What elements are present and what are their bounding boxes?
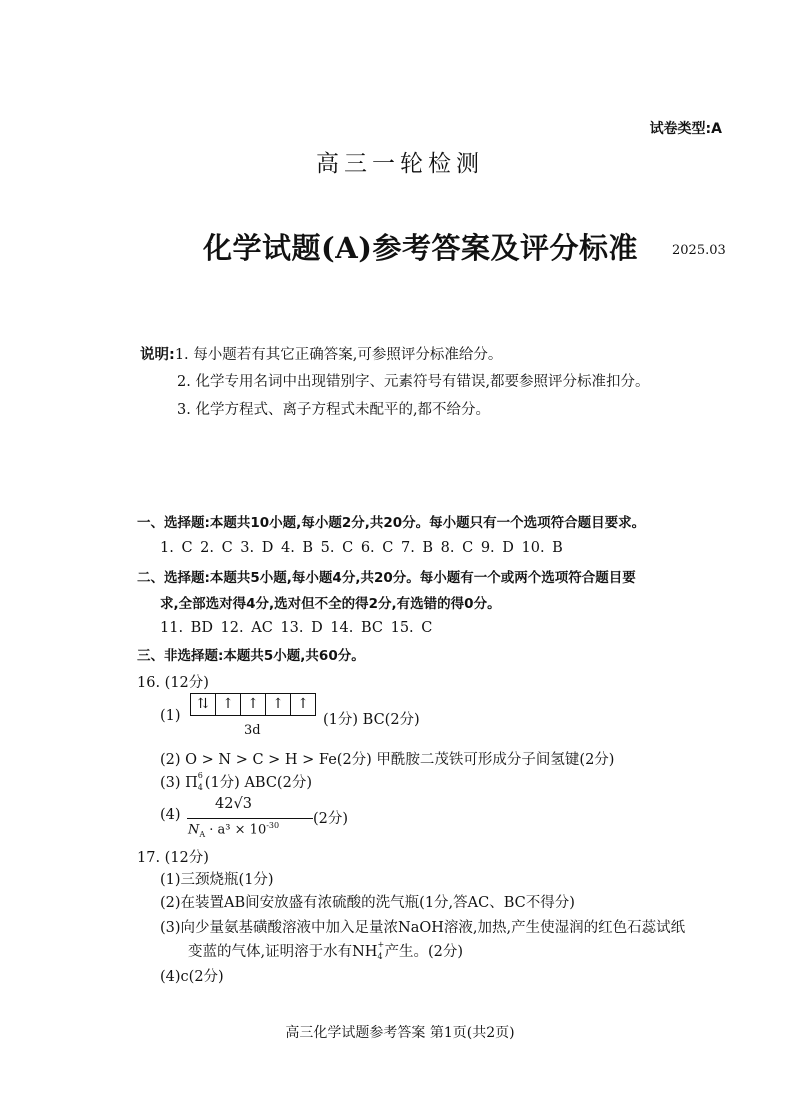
orbital-cell: ⇅ xyxy=(191,694,216,715)
q16-part1-label: (1) xyxy=(160,708,181,724)
notes-item-2: 2. 化学专用名词中出现错别字、元素符号有错误,都要参照评分标准扣分。 xyxy=(177,374,650,390)
q16-part3: (3) Π 6 4 (1分) ABC(2分) xyxy=(160,771,312,792)
section2-heading-line2: 求,全部选对得4分,选对但不全的得2分,有选错的得0分。 xyxy=(160,596,501,612)
orbital-cell: ↑ xyxy=(266,694,291,715)
q16-part4-label: (4) xyxy=(160,807,181,823)
q16-part1-score: (1分) BC(2分) xyxy=(323,712,420,728)
q17-part4: (4)c(2分) xyxy=(160,969,224,985)
document-title: 化学试题(A)参考答案及评分标准 xyxy=(203,231,638,265)
orbital-cell: ↑ xyxy=(216,694,241,715)
document-date: 2025.03 xyxy=(672,243,726,258)
q17-header: 17. (12分) xyxy=(137,850,209,866)
q17-part2: (2)在装置AB间安放盛有浓硫酸的洗气瓶(1分,答AC、BC不得分) xyxy=(160,895,575,911)
orbital-cell: ↑ xyxy=(241,694,266,715)
exam-subtitle: 高三一轮检测 xyxy=(316,151,484,177)
orbital-diagram xyxy=(190,693,316,716)
section3-heading: 三、非选择题:本题共5小题,共60分。 xyxy=(137,648,365,664)
fraction-bar xyxy=(187,818,313,819)
section2-answers: 11. BD 12. AC 13. D 14. BC 15. C xyxy=(160,620,433,636)
notes-label: 说明: xyxy=(140,347,175,363)
notes-item-1: 说明:1. 每小题若有其它正确答案,可参照评分标准给分。 xyxy=(140,347,503,363)
section2-heading-line1: 二、选择题:本题共5小题,每小题4分,共20分。每小题有一个或两个选项符合题目要 xyxy=(137,570,636,586)
q16-header: 16. (12分) xyxy=(137,675,209,691)
page-footer: 高三化学试题参考答案 第1页(共2页) xyxy=(285,1025,515,1041)
q17-part3-line2: 变蓝的气体,证明溶于水有NH + 4 产生。(2分) xyxy=(188,940,463,961)
section1-heading: 一、选择题:本题共10小题,每小题2分,共20分。每小题只有一个选项符合题目要求。 xyxy=(137,515,646,531)
orbital-cell: ↑ xyxy=(297,696,309,712)
q17-part1: (1)三颈烧瓶(1分) xyxy=(160,872,274,888)
notes-item-3: 3. 化学方程式、离子方程式未配平的,都不给分。 xyxy=(177,402,491,418)
q16-part4-score: (2分) xyxy=(313,811,349,827)
paper-type: 试卷类型:A xyxy=(649,121,722,137)
fraction-denominator: $N_A \cdot a^3 \times 10^{-30}$ xyxy=(188,821,280,839)
q17-part3-line1: (3)向少量氨基磺酸溶液中加入足量浓NaOH溶液,加热,产生使湿润的红色石蕊试纸 xyxy=(160,920,686,936)
fraction-numerator: 42√3 xyxy=(215,796,252,812)
q16-part2: (2) O > N > C > H > Fe(2分) 甲酰胺二茂铁可形成分子间氢键(2分) xyxy=(160,752,615,768)
orbital-label: 3d xyxy=(244,723,261,738)
section1-answers: 1. C 2. C 3. D 4. B 5. C 6. C 7. B 8. C 9. D 10. B xyxy=(160,540,563,556)
